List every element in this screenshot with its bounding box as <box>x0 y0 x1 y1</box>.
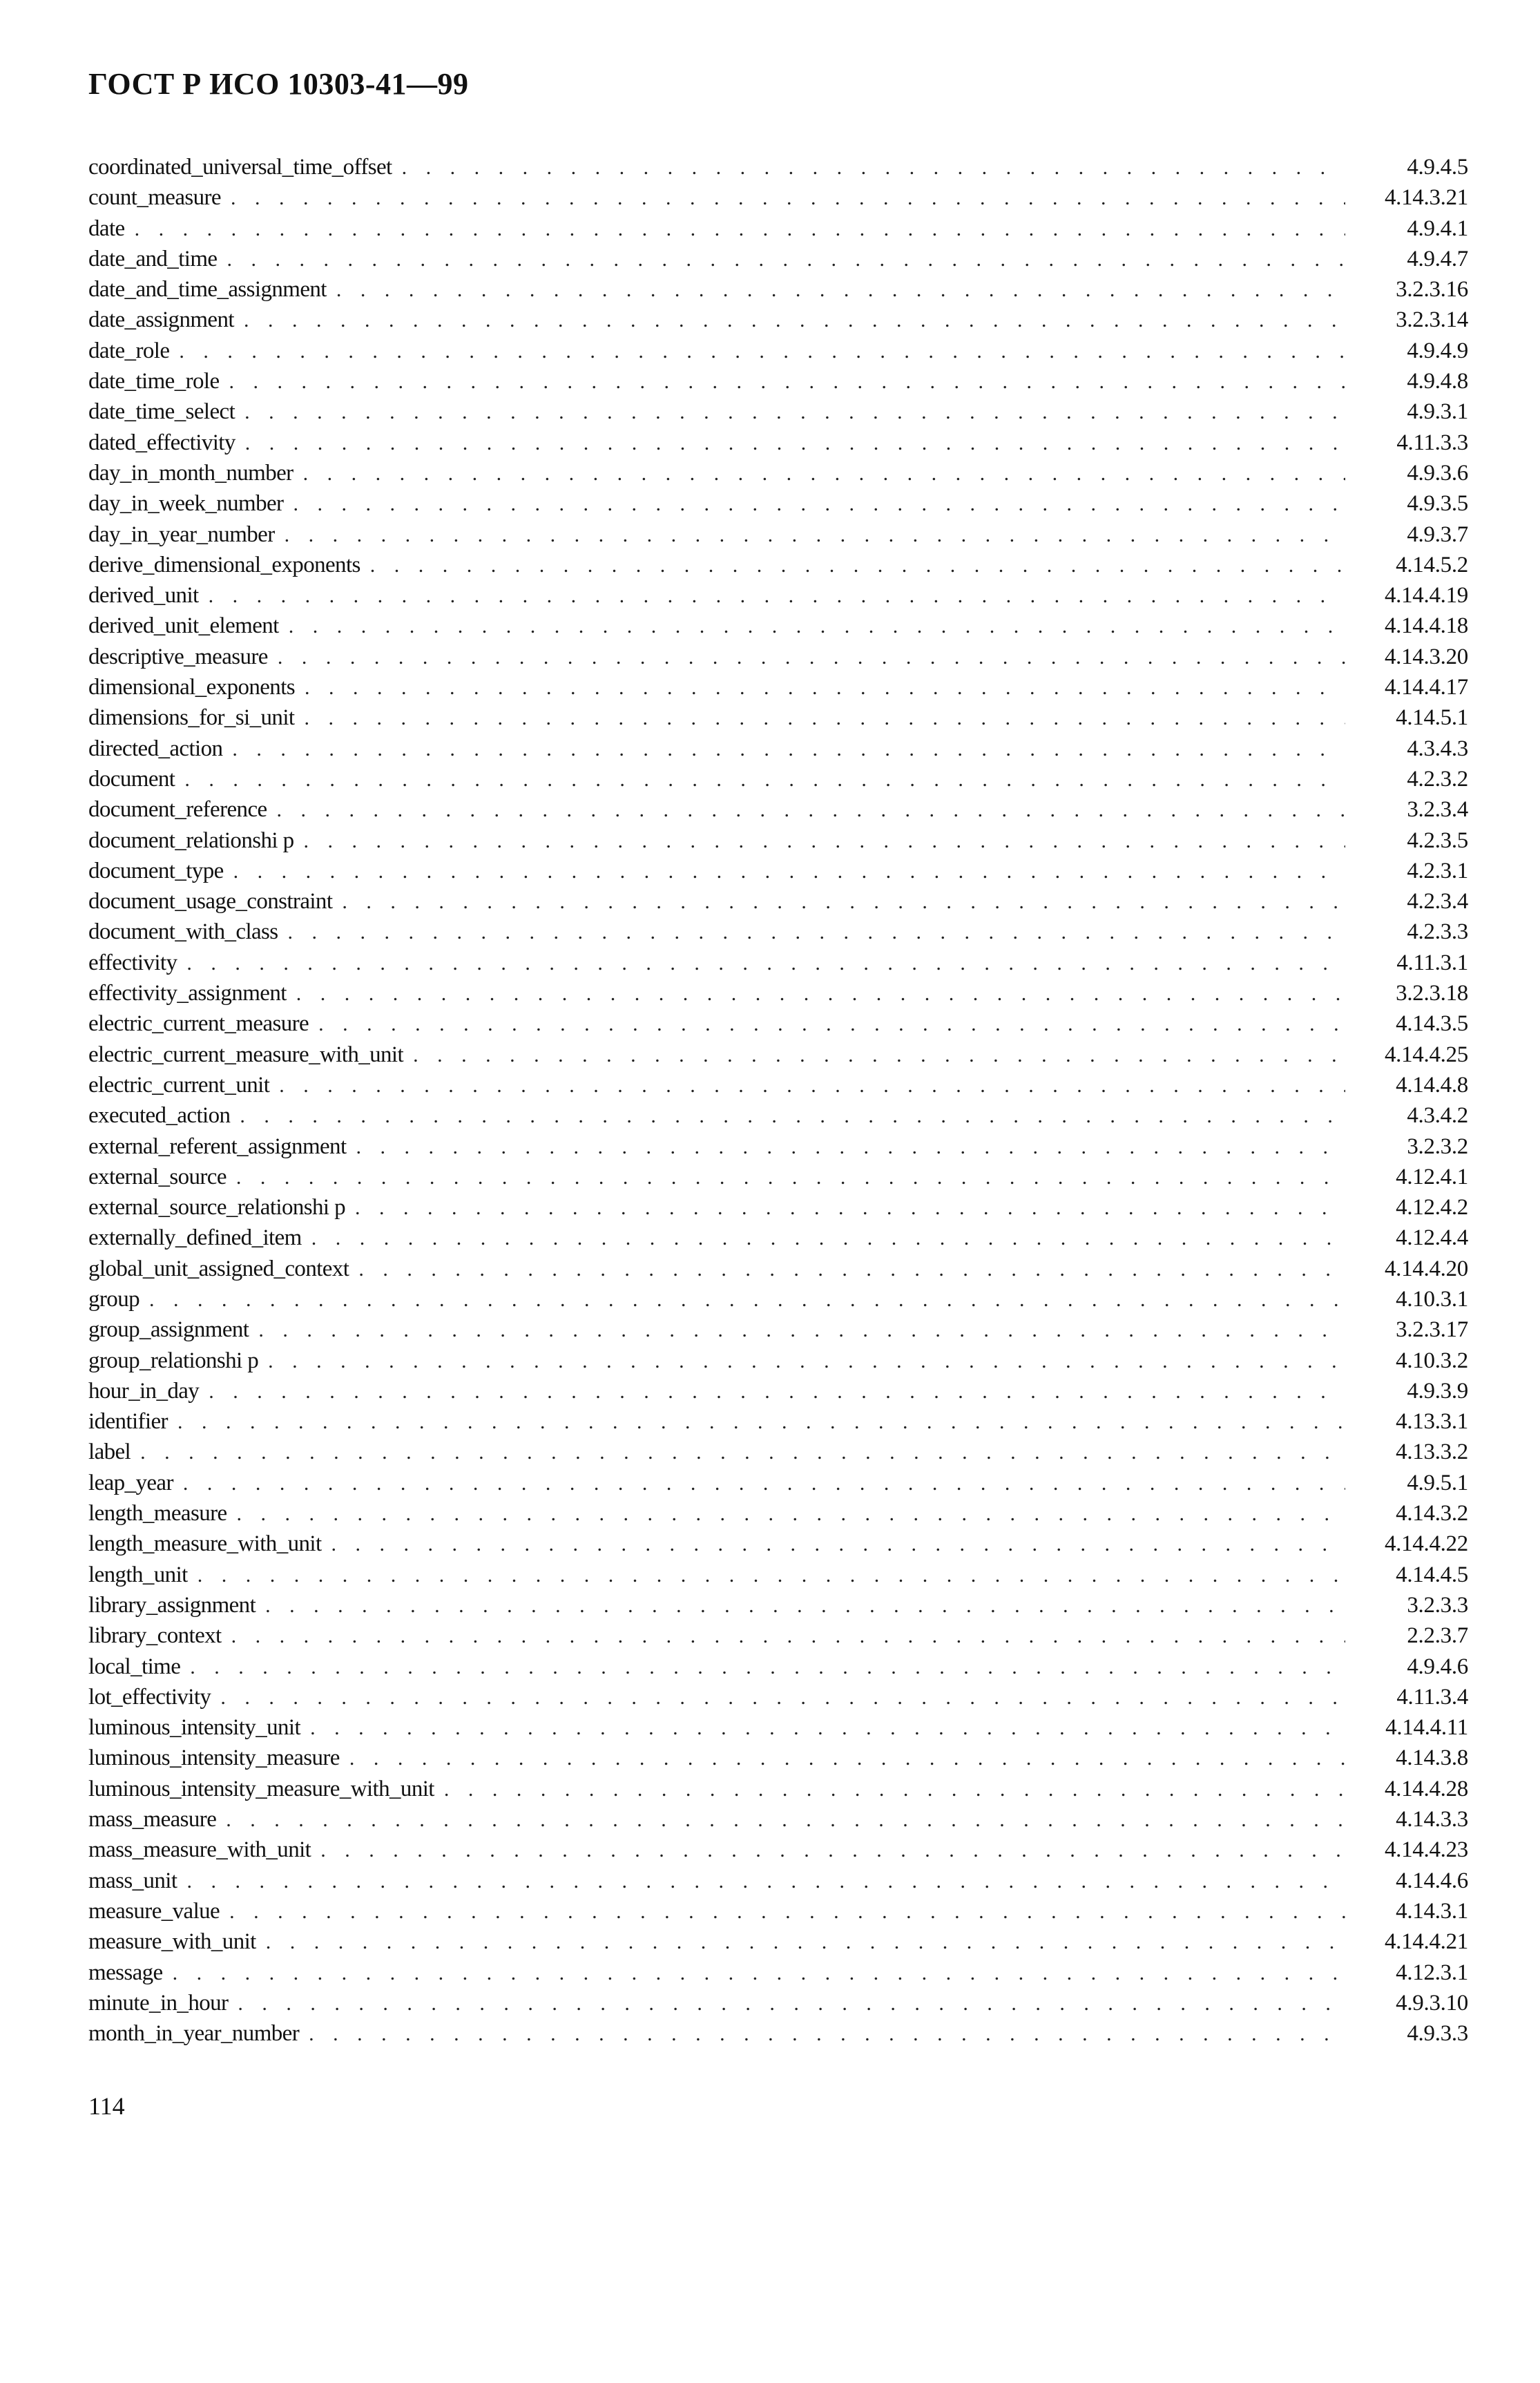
index-term: externally_defined_item <box>88 1225 302 1251</box>
dot-leader <box>293 489 1345 519</box>
index-term: mass_unit <box>88 1868 177 1893</box>
index-entry <box>88 1040 1468 1070</box>
index-section-ref: 3.2.3.2 <box>1407 1133 1468 1159</box>
index-section-ref: 4.14.4.6 <box>1396 1868 1468 1893</box>
index-term: local_time <box>88 1654 181 1679</box>
index-entry <box>88 702 1468 733</box>
index-section-ref: 4.9.3.6 <box>1407 460 1468 486</box>
index-term: day_in_week_number <box>88 491 284 517</box>
index-section-ref: 4.2.3.2 <box>1407 766 1468 792</box>
page-number: 114 <box>88 2092 125 2120</box>
index-section-ref: 4.9.4.8 <box>1407 369 1468 394</box>
dot-leader <box>288 917 1345 947</box>
dot-leader <box>311 1223 1345 1253</box>
index-entry <box>88 244 1468 274</box>
index-section-ref: 4.9.3.3 <box>1407 2021 1468 2047</box>
index-term: mass_measure <box>88 1807 217 1832</box>
index-entry <box>88 1131 1468 1162</box>
index-term: message <box>88 1960 163 1985</box>
index-section-ref: 4.12.4.2 <box>1396 1195 1468 1221</box>
dot-leader <box>296 979 1345 1008</box>
index-section-ref: 4.9.4.6 <box>1407 1654 1468 1679</box>
dot-leader <box>140 1437 1345 1467</box>
index-entry <box>88 1988 1468 2018</box>
index-section-ref: 4.9.4.7 <box>1407 246 1468 271</box>
index-term: external_source <box>88 1164 227 1189</box>
index-term: document_reference <box>88 797 267 823</box>
index-entry <box>88 152 1468 182</box>
document-header: ГОСТ Р ИСО 10303-41—99 <box>88 67 469 101</box>
index-entry <box>88 1682 1468 1712</box>
dot-leader <box>237 1499 1345 1529</box>
index-section-ref: 4.9.4.9 <box>1407 338 1468 363</box>
index-section-ref: 4.9.3.1 <box>1407 399 1468 425</box>
index-term: library_context <box>88 1623 222 1649</box>
dot-leader <box>266 1927 1345 1957</box>
index-section-ref: 4.2.3.5 <box>1407 827 1468 853</box>
dot-leader <box>209 581 1345 611</box>
index-term: external_source_relationshi p <box>88 1195 346 1221</box>
index-section-ref: 4.2.3.4 <box>1407 889 1468 915</box>
index-term: derived_unit <box>88 583 199 609</box>
index-section-ref: 4.14.3.21 <box>1384 185 1468 211</box>
index-term: date_time_role <box>88 369 220 394</box>
index-term: document_type <box>88 858 224 883</box>
index-term: group_assignment <box>88 1317 249 1343</box>
index-term: electric_current_unit <box>88 1072 270 1098</box>
index-section-ref: 4.14.4.11 <box>1385 1715 1468 1741</box>
index-section-ref: 4.9.4.5 <box>1407 155 1468 180</box>
index-term: identifier <box>88 1409 168 1435</box>
index-section-ref: 4.14.4.19 <box>1384 583 1468 609</box>
index-section-ref: 4.11.3.4 <box>1396 1684 1468 1710</box>
index-term: directed_action <box>88 736 223 761</box>
index-entry <box>88 1376 1468 1406</box>
dot-leader <box>285 520 1345 550</box>
index-entry <box>88 213 1468 244</box>
dot-leader <box>279 1071 1345 1100</box>
index-term: date_role <box>88 338 170 363</box>
index-entry <box>88 458 1468 488</box>
index-section-ref: 4.10.3.1 <box>1396 1286 1468 1312</box>
index-term: leap_year <box>88 1470 173 1495</box>
index-term: lot_effectivity <box>88 1684 211 1710</box>
index-term: electric_current_measure_with_unit <box>88 1042 404 1067</box>
index-section-ref: 4.9.3.5 <box>1407 491 1468 517</box>
index-entry <box>88 2018 1468 2049</box>
dot-leader <box>355 1193 1345 1223</box>
index-entry <box>88 764 1468 794</box>
index-section-ref: 4.12.4.4 <box>1396 1225 1468 1251</box>
index-term: length_unit <box>88 1562 188 1587</box>
index-entry <box>88 1652 1468 1682</box>
index-term: derive_dimensional_exponents <box>88 552 360 577</box>
index-term: document_with_class <box>88 919 278 945</box>
dot-leader <box>370 551 1345 580</box>
index-section-ref: 3.2.3.17 <box>1396 1317 1468 1343</box>
index-section-ref: 4.13.3.2 <box>1396 1439 1468 1465</box>
index-section-ref: 4.14.3.1 <box>1396 1898 1468 1924</box>
dot-leader <box>135 214 1345 244</box>
index-entry <box>88 1835 1468 1865</box>
index-section-ref: 3.2.3.4 <box>1407 797 1468 823</box>
dot-leader <box>358 1254 1345 1284</box>
index-section-ref: 4.12.4.1 <box>1396 1164 1468 1189</box>
index-entry <box>88 1529 1468 1559</box>
index-term: effectivity <box>88 950 177 975</box>
dot-leader <box>305 673 1345 702</box>
index-entry <box>88 1866 1468 1896</box>
index-entry <box>88 366 1468 396</box>
index-section-ref: 4.14.4.28 <box>1384 1776 1468 1801</box>
dot-leader <box>240 1101 1345 1131</box>
index-entry <box>88 580 1468 611</box>
dot-leader <box>320 1835 1345 1865</box>
index-entry <box>88 519 1468 550</box>
index-entry <box>88 794 1468 825</box>
dot-leader <box>198 1560 1345 1590</box>
index-term: date_time_select <box>88 399 235 425</box>
dot-leader <box>209 1377 1345 1406</box>
index-section-ref: 4.14.4.20 <box>1384 1256 1468 1281</box>
dot-leader <box>229 1897 1345 1926</box>
index-section-ref: 4.14.3.8 <box>1396 1745 1468 1771</box>
index-section-ref: 4.3.4.3 <box>1407 736 1468 761</box>
index-term: dimensional_exponents <box>88 675 296 700</box>
index-term: day_in_month_number <box>88 460 293 486</box>
dot-leader <box>278 642 1345 672</box>
index-section-ref: 4.9.5.1 <box>1407 1470 1468 1495</box>
index-entry <box>88 1498 1468 1529</box>
index-term: effectivity_assignment <box>88 981 287 1006</box>
index-entry <box>88 1468 1468 1498</box>
index-entry <box>88 825 1468 856</box>
index-term: executed_action <box>88 1103 231 1129</box>
index-term: length_measure_with_unit <box>88 1531 322 1557</box>
dot-leader <box>220 1683 1345 1712</box>
index-entry <box>88 1804 1468 1835</box>
index-term: luminous_intensity_measure_with_unit <box>88 1776 434 1801</box>
index-entry <box>88 1314 1468 1345</box>
dot-leader <box>226 1805 1345 1835</box>
dot-leader <box>231 1621 1345 1651</box>
index-entry <box>88 1590 1468 1620</box>
index-entry <box>88 396 1468 427</box>
index-entry <box>88 1712 1468 1743</box>
index-term: document <box>88 766 175 792</box>
index-section-ref: 4.14.3.3 <box>1396 1807 1468 1832</box>
dot-leader <box>186 948 1345 978</box>
index-term: document_usage_constraint <box>88 889 333 915</box>
index-entry <box>88 734 1468 764</box>
index-entry <box>88 1070 1468 1100</box>
index-term: date_assignment <box>88 307 234 333</box>
index-section-ref: 4.14.5.2 <box>1396 552 1468 577</box>
dot-leader <box>184 765 1345 794</box>
index-entry <box>88 1284 1468 1314</box>
index-section-ref: 4.9.3.7 <box>1407 521 1468 547</box>
dot-leader <box>227 245 1345 274</box>
dot-leader <box>183 1468 1345 1498</box>
index-term: hour_in_day <box>88 1378 200 1404</box>
index-entry <box>88 488 1468 519</box>
index-entry <box>88 672 1468 702</box>
index-section-ref: 4.14.4.25 <box>1384 1042 1468 1067</box>
index-section-ref: 4.9.4.1 <box>1407 216 1468 241</box>
dot-leader <box>309 2019 1345 2049</box>
index-entry <box>88 1620 1468 1651</box>
dot-leader <box>232 734 1345 764</box>
index-section-ref: 4.14.3.5 <box>1396 1011 1468 1037</box>
index-entry <box>88 274 1468 305</box>
index-term: measure_value <box>88 1898 220 1924</box>
index-entry <box>88 1346 1468 1376</box>
index-term: date_and_time_assignment <box>88 277 327 303</box>
dot-leader <box>244 305 1345 335</box>
dot-leader <box>268 1346 1345 1376</box>
dot-leader <box>233 856 1345 886</box>
index-entry <box>88 856 1468 886</box>
dot-leader <box>303 826 1345 856</box>
index-section-ref: 4.14.4.18 <box>1384 613 1468 639</box>
dot-leader <box>413 1040 1345 1070</box>
index-term: electric_current_measure <box>88 1011 309 1037</box>
index-entry <box>88 428 1468 458</box>
index-entry <box>88 611 1468 641</box>
index-entry <box>88 642 1468 672</box>
index-term: document_relationshi p <box>88 827 294 853</box>
index-entry <box>88 305 1468 335</box>
index-section-ref: 4.14.5.1 <box>1396 705 1468 731</box>
index-entry <box>88 550 1468 580</box>
index-section-ref: 4.13.3.1 <box>1396 1409 1468 1435</box>
index-entry <box>88 1743 1468 1773</box>
index-term: dated_effectivity <box>88 430 235 455</box>
index-term: group_relationshi p <box>88 1348 259 1373</box>
index-term: descriptive_measure <box>88 644 268 669</box>
dot-leader <box>244 397 1345 427</box>
index-entry <box>88 1958 1468 1988</box>
dot-leader <box>444 1774 1345 1804</box>
index-entry <box>88 1406 1468 1437</box>
dot-leader <box>318 1009 1345 1039</box>
dot-leader <box>310 1713 1345 1743</box>
index-section-ref: 3.2.3.3 <box>1407 1592 1468 1618</box>
dot-leader <box>304 703 1345 733</box>
index-section-ref: 4.14.4.21 <box>1384 1929 1468 1955</box>
index-entry <box>88 948 1468 978</box>
index-section-ref: 4.11.3.3 <box>1396 430 1468 455</box>
index-section-ref: 4.11.3.1 <box>1396 950 1468 975</box>
index-entry <box>88 917 1468 947</box>
index-section-ref: 4.14.4.23 <box>1384 1837 1468 1863</box>
dot-leader <box>231 183 1345 213</box>
index-entry <box>88 1162 1468 1192</box>
index-section-ref: 3.2.3.16 <box>1396 277 1468 303</box>
index-entry <box>88 1437 1468 1467</box>
index-section-ref: 4.14.4.22 <box>1384 1531 1468 1557</box>
index-term: label <box>88 1439 131 1465</box>
index-entry <box>88 1926 1468 1957</box>
index-term: day_in_year_number <box>88 521 275 547</box>
index-term: date <box>88 216 125 241</box>
dot-leader <box>303 459 1345 488</box>
index-entry <box>88 1774 1468 1804</box>
index-section-ref: 2.2.3.7 <box>1407 1623 1468 1649</box>
dot-leader <box>349 1743 1345 1773</box>
dot-leader <box>238 1989 1345 2018</box>
index-term: global_unit_assigned_context <box>88 1256 349 1281</box>
index-term: minute_in_hour <box>88 1990 229 2016</box>
index-term: month_in_year_number <box>88 2021 300 2047</box>
dot-leader <box>190 1652 1345 1682</box>
index-entry <box>88 1100 1468 1131</box>
index-entry <box>88 1560 1468 1590</box>
dot-leader <box>331 1529 1345 1559</box>
index-section-ref: 4.9.3.10 <box>1396 1990 1468 2016</box>
dot-leader <box>186 1866 1345 1896</box>
dot-leader <box>277 795 1345 825</box>
index-section-ref: 3.2.3.18 <box>1396 981 1468 1006</box>
index-entry <box>88 886 1468 917</box>
index-term: library_assignment <box>88 1592 256 1618</box>
index-term: measure_with_unit <box>88 1929 256 1955</box>
index-entry <box>88 1008 1468 1039</box>
dot-leader <box>336 275 1345 305</box>
index-section-ref: 4.9.3.9 <box>1407 1378 1468 1404</box>
index-term: dimensions_for_si_unit <box>88 705 295 731</box>
dot-leader <box>229 367 1345 396</box>
dot-leader <box>289 611 1345 641</box>
dot-leader <box>245 428 1345 458</box>
dot-leader <box>265 1591 1345 1620</box>
dot-leader <box>402 153 1345 182</box>
index-section-ref: 3.2.3.14 <box>1396 307 1468 333</box>
index-section-ref: 4.3.4.2 <box>1407 1103 1468 1129</box>
index-term: external_referent_assignment <box>88 1133 347 1159</box>
dot-leader <box>236 1162 1345 1192</box>
index-entry <box>88 1254 1468 1284</box>
index-section-ref: 4.14.4.5 <box>1396 1562 1468 1587</box>
dot-leader <box>356 1132 1345 1162</box>
index-term: derived_unit_element <box>88 613 279 639</box>
index-entry <box>88 336 1468 366</box>
index-entry <box>88 1192 1468 1223</box>
index-entry <box>88 182 1468 213</box>
index-entry <box>88 978 1468 1008</box>
index-term: luminous_intensity_unit <box>88 1715 301 1741</box>
index-entry <box>88 1896 1468 1926</box>
dot-leader <box>179 336 1345 366</box>
dot-leader <box>173 1958 1345 1988</box>
index-term: mass_measure_with_unit <box>88 1837 311 1863</box>
index-section-ref: 4.14.3.20 <box>1384 644 1468 669</box>
index-section-ref: 4.12.3.1 <box>1396 1960 1468 1985</box>
index-list <box>88 152 1468 2049</box>
index-section-ref: 4.2.3.3 <box>1407 919 1468 945</box>
index-term: luminous_intensity_measure <box>88 1745 340 1771</box>
dot-leader <box>342 887 1345 917</box>
index-section-ref: 4.14.4.8 <box>1396 1072 1468 1098</box>
index-section-ref: 4.10.3.2 <box>1396 1348 1468 1373</box>
dot-leader <box>149 1285 1345 1314</box>
dot-leader <box>177 1407 1345 1437</box>
index-entry <box>88 1223 1468 1253</box>
index-term: count_measure <box>88 185 221 211</box>
index-section-ref: 4.14.3.2 <box>1396 1501 1468 1527</box>
index-section-ref: 4.2.3.1 <box>1407 858 1468 883</box>
index-term: coordinated_universal_time_offset <box>88 155 392 180</box>
index-term: length_measure <box>88 1501 227 1527</box>
dot-leader <box>258 1315 1345 1345</box>
index-term: date_and_time <box>88 246 218 271</box>
index-term: group <box>88 1286 139 1312</box>
index-section-ref: 4.14.4.17 <box>1384 675 1468 700</box>
